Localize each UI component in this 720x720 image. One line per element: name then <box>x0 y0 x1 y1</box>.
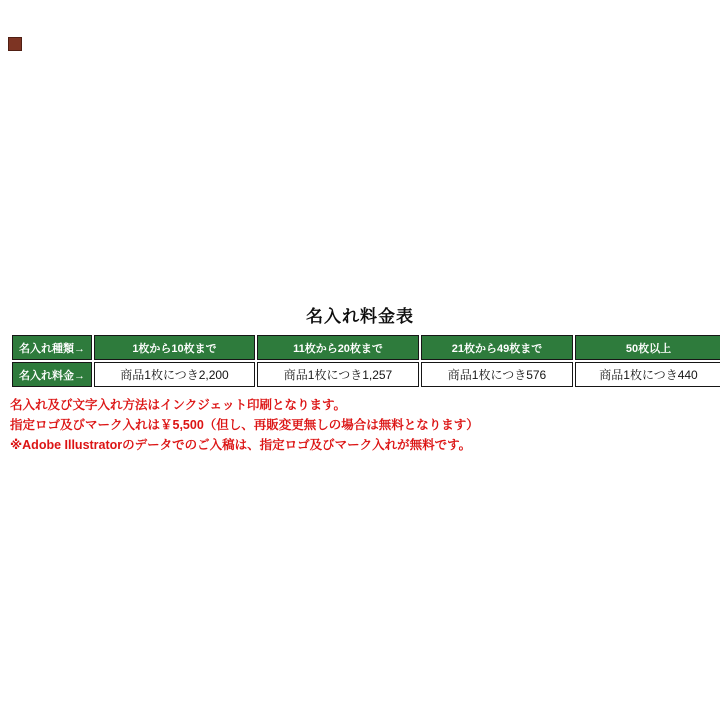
price-cell-1-10: 商品1枚につき2,200 <box>94 362 255 387</box>
header-cell-naire-type: 名入れ種類→ <box>12 335 92 360</box>
note-line-illustrator: ※Adobe Illustratorのデータでのご入稿は、指定ロゴ及びマーク入れが無料です。 <box>10 438 472 452</box>
page-title: 名入れ料金表 <box>306 307 414 326</box>
color-swatch <box>8 37 22 51</box>
table-header-row <box>12 335 720 360</box>
note-line-print-method: 名入れ及び文字入れ方法はインクジェット印刷となります。 <box>10 398 347 412</box>
price-cell-11-20: 商品1枚につき1,257 <box>257 362 419 387</box>
header-cell-21-49: 21枚から49枚まで <box>421 335 573 360</box>
notes-block <box>10 395 710 455</box>
note-line-logo-fee: 指定ロゴ及びマーク入れは￥5,500（但し、再販変更無しの場合は無料となります） <box>10 418 479 432</box>
header-cell-11-20: 11枚から20枚まで <box>257 335 419 360</box>
price-cell-21-49: 商品1枚につき576 <box>421 362 573 387</box>
price-row-label: 名入れ料金→ <box>12 362 92 387</box>
header-cell-50plus: 50枚以上 <box>575 335 720 360</box>
naire-price-table <box>10 333 720 389</box>
table-price-row <box>12 362 720 387</box>
price-cell-50plus: 商品1枚につき440 <box>575 362 720 387</box>
header-cell-1-10: 1枚から10枚まで <box>94 335 255 360</box>
